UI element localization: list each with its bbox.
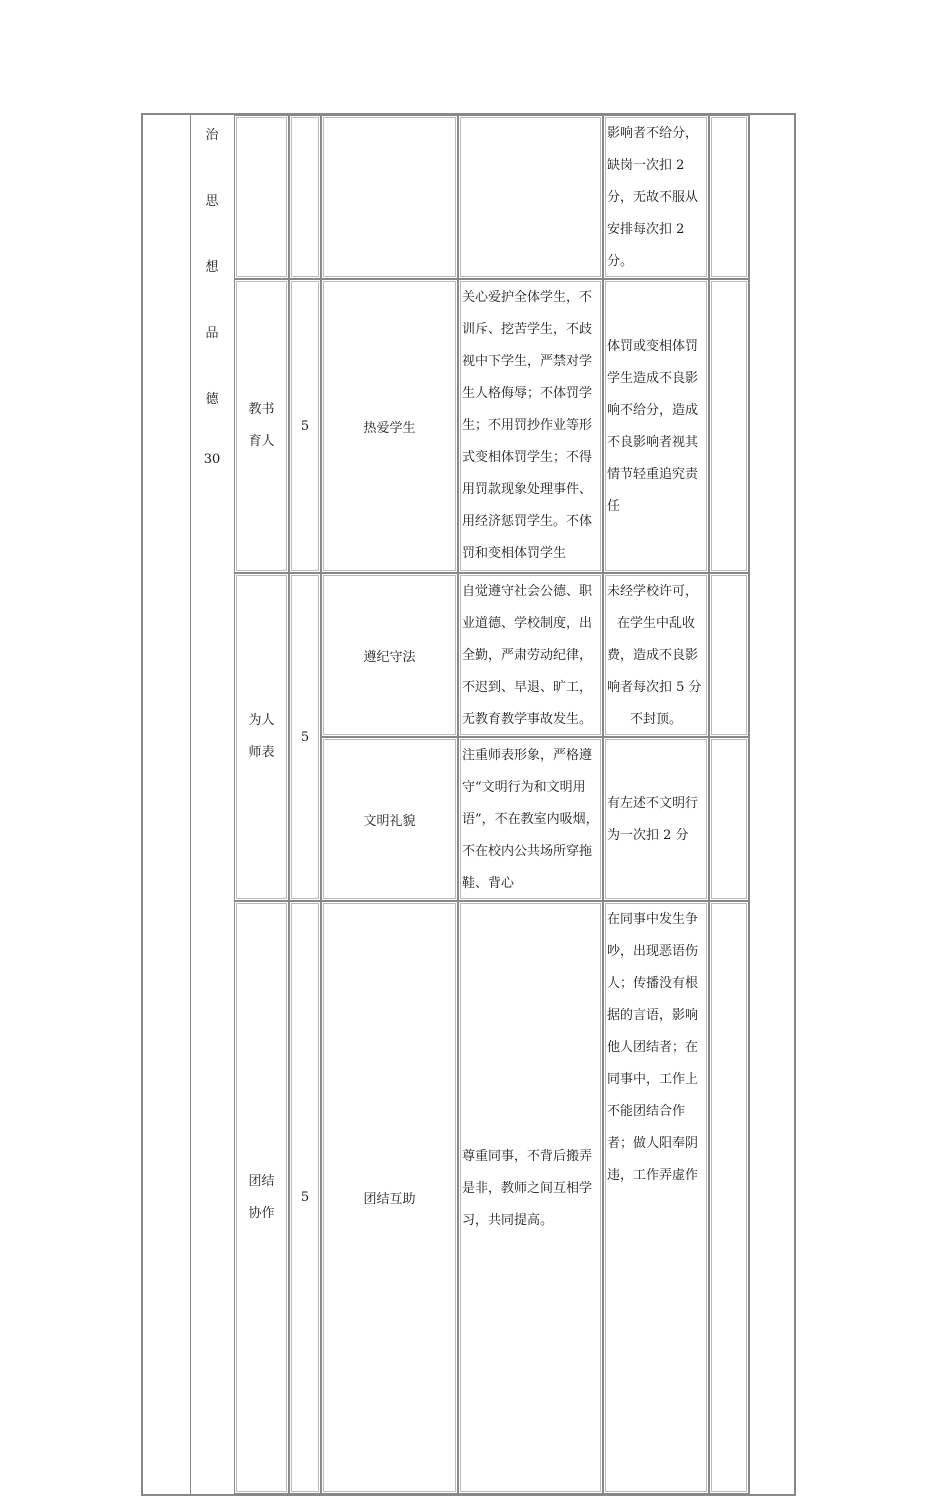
standard-cell <box>458 901 603 1494</box>
deduction-line: 费，造成不良影 <box>607 648 699 663</box>
item-cell <box>234 901 289 1494</box>
category-char: 治 <box>205 128 219 143</box>
category-char: 德 <box>205 392 219 407</box>
deduction-line: 响者每次扣 5 分 <box>607 680 702 695</box>
deduction-cell <box>603 279 709 573</box>
deduction-cell <box>603 573 709 737</box>
deduction-cell <box>603 737 709 901</box>
item-label: 教书育人 <box>248 402 275 449</box>
sub-item-label: 团结互助 <box>363 1192 416 1207</box>
standard-cell <box>458 737 603 901</box>
deduction-line: 在学生中乱收 <box>616 616 695 631</box>
item-cell <box>234 573 289 901</box>
points-cell <box>289 901 321 1494</box>
item-label: 为人师表 <box>248 713 275 760</box>
deduction-text <box>604 574 708 736</box>
column-divider <box>749 115 750 1494</box>
points-value: 5 <box>300 729 310 745</box>
standard-cell <box>458 573 603 737</box>
standard-text: 关心爱护全体学生，不训斥、挖苦学生，不歧视中下学生，严禁对学生人格侮辱；不体罚学生；不用罚抄作业等形式变相体罚学生；不得用罚款现象处理事件、用经济惩罚学生。不体罚和变相体罚学生 <box>462 290 593 561</box>
points-cell <box>289 279 321 573</box>
sub-item-cell <box>321 115 458 279</box>
deduction-text: 在同事中发生争吵，出现恶语伤人；传播没有根据的言语，影响他人团结者；在同事中，工作上不能团结合作者；做人阳奉阴违，工作弄虚作 <box>607 912 699 1183</box>
standard-cell <box>458 115 603 279</box>
deduction-cell <box>603 115 709 279</box>
category-score: 30 <box>203 452 221 467</box>
standard-text: 自觉遵守社会公德、职业道德、学校制度，出全勤，严肃劳动纪律，不迟到、早退、旷工，无教育教学事故发生。 <box>462 584 593 727</box>
item-cell <box>234 115 289 279</box>
item-label: 团结协作 <box>248 1173 275 1221</box>
points-cell <box>289 573 321 901</box>
category-char: 思 <box>205 194 219 209</box>
sub-item-label: 遵纪守法 <box>363 649 416 665</box>
deduction-text: 影响者不给分，缺岗一次扣 2 分，无故不服从安排每次扣 2 分。 <box>607 126 699 269</box>
score-cell <box>709 901 749 1494</box>
score-cell <box>709 573 749 737</box>
deduction-cell <box>603 901 709 1494</box>
score-cell <box>709 279 749 573</box>
deduction-text: 体罚或变相体罚学生造成不良影响不给分，造成不良影响者视其情节轻重追究责任 <box>607 339 699 514</box>
sub-item-label: 热爱学生 <box>363 420 416 436</box>
deduction-text: 有左述不文明行为一次扣 2 分 <box>607 796 699 843</box>
category-char: 品 <box>205 326 219 341</box>
sub-item-cell <box>321 573 458 737</box>
sub-item-cell <box>321 901 458 1494</box>
points-cell <box>289 115 321 279</box>
score-cell <box>709 737 749 901</box>
sub-item-label: 文明礼貌 <box>363 813 416 829</box>
standard-text: 注重师表形象，严格遵守“文明行为和文明用语”，不在教室内吸烟，不在校内公共场所穿拖鞋、背心 <box>462 748 599 891</box>
points-value: 5 <box>300 1190 310 1205</box>
score-cell <box>709 115 749 279</box>
item-cell <box>234 279 289 573</box>
deduction-line: 不封顶。 <box>629 712 682 727</box>
points-value: 5 <box>300 418 310 434</box>
standard-text: 尊重同事，不背后搬弄是非，教师之间互相学习，共同提高。 <box>462 1148 593 1228</box>
sub-item-cell <box>321 279 458 573</box>
deduction-line: 未经学校许可， <box>607 584 699 599</box>
standard-cell <box>458 279 603 573</box>
category-char: 想 <box>205 260 219 275</box>
sub-item-cell <box>321 737 458 901</box>
